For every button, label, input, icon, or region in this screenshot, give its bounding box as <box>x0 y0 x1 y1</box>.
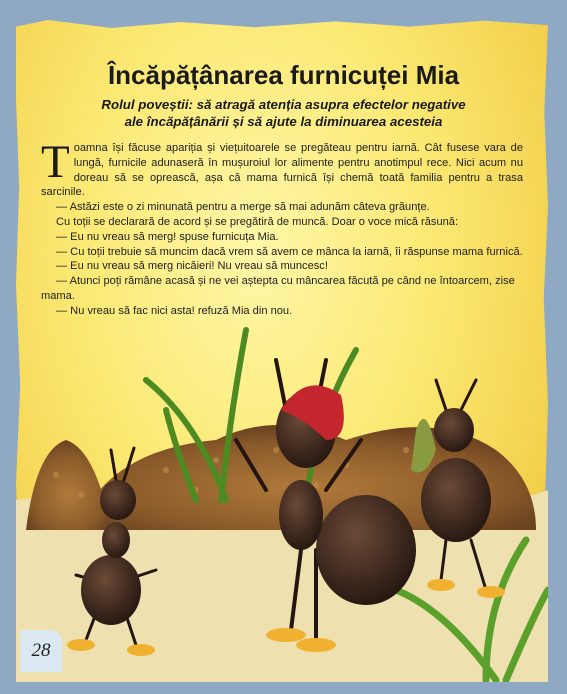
story-text <box>41 136 523 319</box>
story-paragraph: — Eu nu vreau să merg nicăieri! Nu vreau să muncesc! <box>56 260 328 273</box>
story-paragraph: — Nu vreau să fac nici asta! refuză Mia din nou. <box>56 304 293 317</box>
story-paragraph: — Cu toții trebuie să muncim dacă vrem să avem ce mânca la iarnă, îi răspunse mama furnică. <box>56 245 523 258</box>
subtitle-line-2: ale încăpățânării și să ajute la diminuarea acesteia <box>124 114 443 129</box>
story-paragraph: Cu toții se declarară de acord și se pregătiră de muncă. Doar o voce mică răsună: <box>56 215 459 228</box>
drop-cap: T <box>41 136 70 188</box>
page-number: 28 <box>20 630 62 672</box>
ants-illustration <box>16 300 548 682</box>
story-paragraph: — Eu nu vreau să merg! spuse furnicuța Mia. <box>56 230 279 243</box>
story-subtitle <box>60 96 507 130</box>
story-paragraph: — Astăzi este o zi minunată pentru a merge să mai adunăm câteva grăunțe. <box>56 201 430 214</box>
story-title: Încăpățânarea furnicuței Mia <box>107 60 460 90</box>
anthill-small <box>26 440 111 530</box>
story-paragraph: Toamna își făcuse apariția și viețuitoarele se pregăteau pentru iarnă. Cât fusese vara de lungă, furnicile adunaseră în mușuroiul lor alimente pentru anotimpul rece. Nici acum nu doreau să se oprească, așa că mama furnică își chemă toată familia pentru a trasa sarcinile. <box>41 136 523 199</box>
subtitle-line-1: Rolul poveștii: să atragă atenția asupra efectelor negative <box>101 97 466 112</box>
story-paragraph: — Atunci poți rămâne acasă și ne vei aștepta cu mâncarea făcută pe când ne întoarcem, zise mama. <box>41 275 515 302</box>
